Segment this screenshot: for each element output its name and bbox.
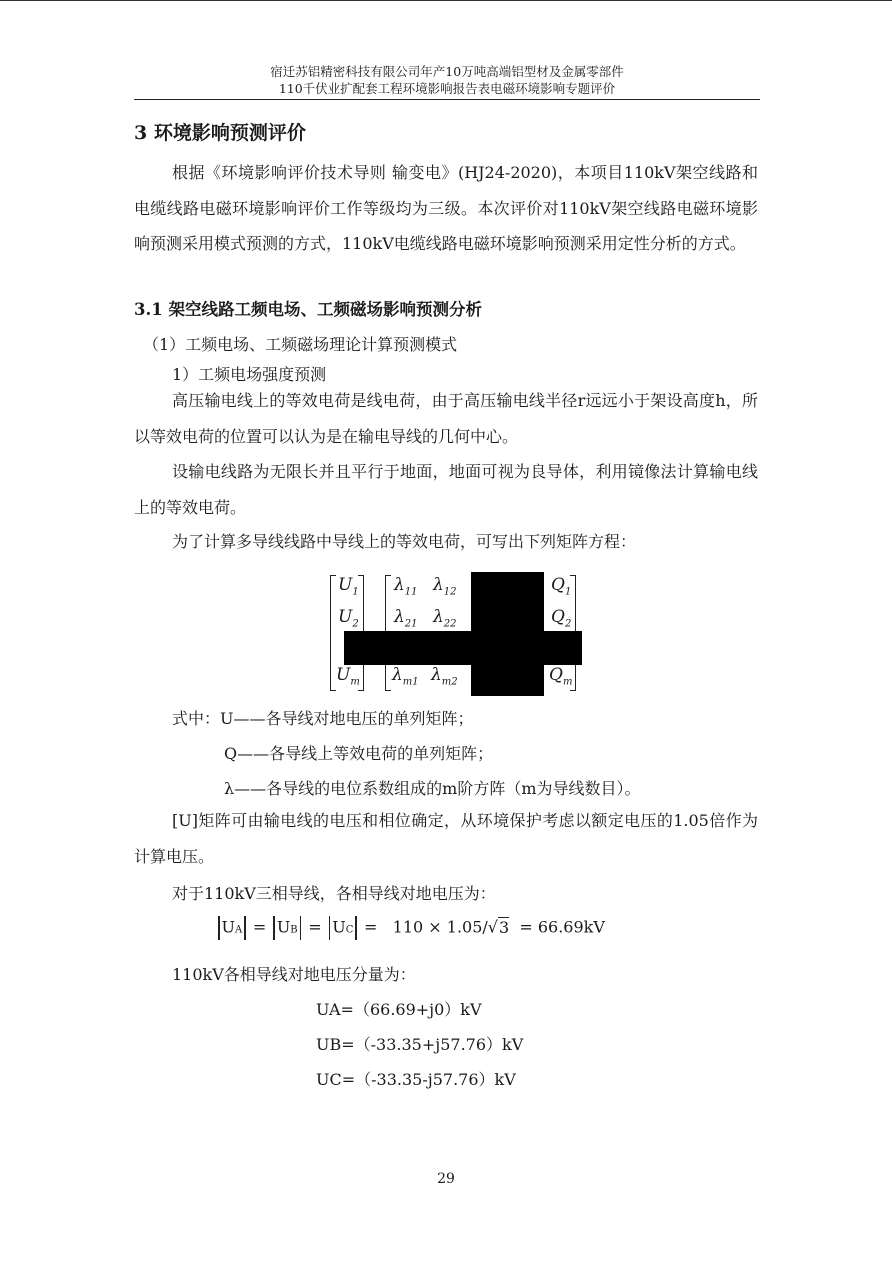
paragraph-2: 设输电线路为无限长并且平行于地面，地面可视为良导体，利用镜像法计算输电线上的等效电荷。	[134, 462, 758, 517]
matrix-qm: $Q_m$	[549, 665, 573, 688]
matrix-l21: $\lambda_{21}$	[394, 607, 418, 630]
redaction-horizontal	[344, 631, 582, 665]
subsection-title: 3.1 架空线路工频电场、工频磁场影响预测分析	[134, 300, 482, 319]
item-1: （1）工频电场、工频磁场理论计算预测模式	[143, 335, 458, 354]
matrix-q1: $Q_1$	[551, 575, 572, 598]
top-border	[0, 0, 892, 1]
voltage-equation: UA = UB = UC = 110 × 1.05/√3 = 66.69kV	[216, 916, 605, 940]
definition-q: Q——各导线上等效电荷的单列矩阵；	[224, 744, 494, 763]
matrix-equation	[327, 567, 587, 699]
matrix-l12: $\lambda_{12}$	[433, 575, 457, 598]
matrix-lm2: $\lambda_{m2}$	[431, 665, 458, 688]
matrix-lm1: $\lambda_{m1}$	[392, 665, 419, 688]
paragraph-5: 对于110kV三相导线，各相导线对地电压为：	[172, 884, 496, 903]
header-rule	[134, 99, 760, 100]
header-line-2: 110千伏业扩配套工程环境影响报告表电磁环境影响专题评价	[278, 81, 616, 96]
paragraph-3: 为了计算多导线线路中导线上的等效电荷，可写出下列矩阵方程：	[172, 532, 637, 551]
header-line-1: 宿迁苏铝精密科技有限公司年产10万吨高端铝型材及金属零部件	[270, 64, 624, 79]
paragraph-4: [U]矩阵可由输电线的电压和相位确定，从环境保护考虑以额定电压的1.05倍作为计算电压。	[134, 811, 758, 866]
component-ub: UB=（-33.35+j57.76）kV	[316, 1035, 524, 1054]
paragraph-1: 高压输电线上的等效电荷是线电荷，由于高压输电线半径r远远小于架设高度h，所以等效电荷的位置可以认为是在输电导线的几何中心。	[134, 391, 758, 446]
intro-paragraph: 根据《环境影响评价技术导则 输变电》(HJ24-2020)，本项目110kV架空线路和电缆线路电磁环境影响评价工作等级均为三级。本次评价对110kV架空线路电磁环境影响预测采用模式预测的方式，110kV电缆线路电磁环境影响预测采用定性分析的方式。	[134, 163, 758, 253]
matrix-um: $U_m$	[336, 665, 360, 688]
paragraph-6: 110kV各相导线对地电压分量为：	[172, 965, 416, 984]
matrix-l22: $\lambda_{22}$	[433, 607, 457, 630]
matrix-u1: $U_1$	[338, 575, 359, 598]
item-1-1: 1）工频电场强度预测	[172, 365, 327, 384]
component-ua: UA=（66.69+j0）kV	[316, 1000, 482, 1019]
section-title: 3 环境影响预测评价	[134, 122, 306, 144]
page-number: 29	[437, 1171, 455, 1187]
definition-lambda: λ——各导线的电位系数组成的m阶方阵（m为导线数目）。	[224, 779, 641, 798]
matrix-l11: $\lambda_{11}$	[394, 575, 418, 598]
matrix-u2: $U_2$	[338, 607, 359, 630]
matrix-q2: $Q_2$	[551, 607, 572, 630]
definition-u: 式中：U——各导线对地电压的单列矩阵；	[172, 709, 474, 728]
component-uc: UC=（-33.35-j57.76）kV	[316, 1070, 516, 1089]
